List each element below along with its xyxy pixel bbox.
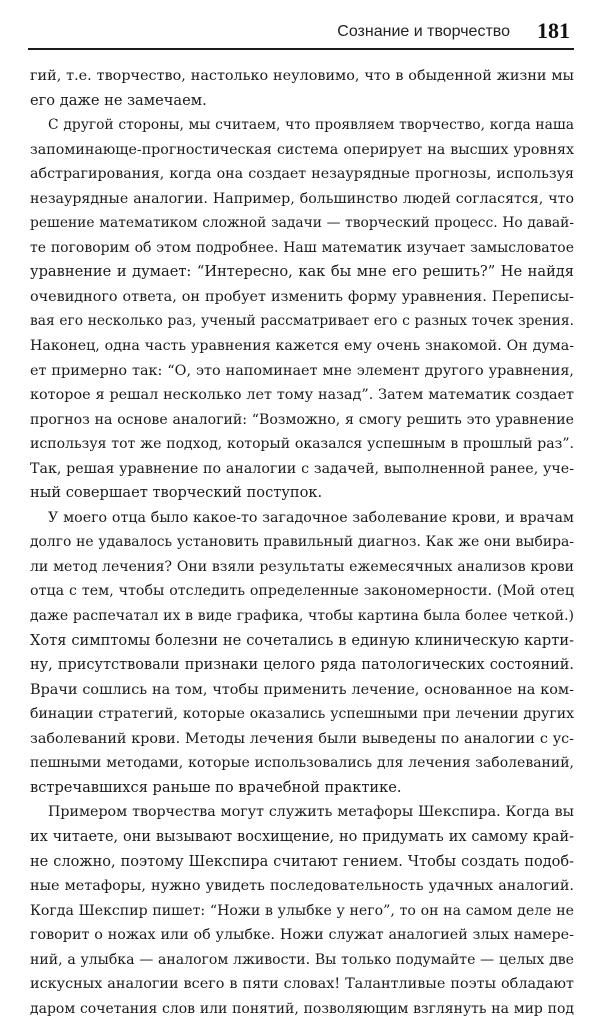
paragraph-shakespeare bbox=[30, 800, 574, 1021]
running-header bbox=[28, 14, 574, 50]
text-line: запоминающе-прогностическая система оперирует на высших уровнях bbox=[30, 141, 574, 158]
text-line: ет примерно так: “О, это напоминает мне элемент другого уравнения, bbox=[30, 362, 574, 379]
text-line: искусных аналогии всего в пяти словах! Талантливые поэты обладают bbox=[30, 976, 574, 993]
text-line: У моего отца было какое-то загадочное заболевание крови, и врачам bbox=[48, 509, 574, 526]
text-line: его даже не замечаем. bbox=[30, 91, 207, 109]
text-line: встречавшихся раньше по врачебной практике. bbox=[30, 778, 402, 796]
text-line: С другой стороны, мы считаем, что проявляем творчество, когда наша bbox=[48, 117, 574, 134]
text-line: ные метафоры, нужно увидеть последовательность удачных аналогий. bbox=[30, 878, 574, 895]
text-line: ний, а улыбка — аналогом лживости. Вы только подумайте — целых две bbox=[30, 951, 574, 968]
text-line: используя тот же подход, который оказался успешным в прошлый раз”. bbox=[30, 436, 574, 453]
text-line: их читаете, они вызывают восхищение, но придумать их самому край- bbox=[30, 828, 574, 845]
paragraph-mathematician bbox=[30, 113, 574, 506]
text-line: даже распечатал их в виде графика, чтобы картина была более четкой.) bbox=[30, 608, 574, 625]
text-line: даром сочетания слов или понятий, позволяющим взглянуть на мир под bbox=[30, 1000, 574, 1017]
text-line: которое я решал несколько лет тому назад”. Затем математик создает bbox=[30, 387, 574, 404]
text-line: Врачи сошлись на том, чтобы применить лечение, основанное на ком- bbox=[30, 681, 574, 698]
text-line: говорит о ножах или об улыбке. Ножи служат аналогией злых намере- bbox=[30, 927, 574, 944]
text-line: вая его несколько раз, ученый рассматривает его с разных точек зрения. bbox=[30, 313, 574, 330]
text-line: незаурядные аналогии. Например, большинство людей согласятся, что bbox=[30, 190, 574, 207]
page-number: 181 bbox=[537, 18, 570, 43]
text-line: ли метод лечения? Они взяли результаты ежемесячных анализов крови bbox=[30, 558, 574, 575]
text-line: Когда Шекспир пишет: “Ножи в улыбке у него”, то он на самом деле не bbox=[30, 902, 574, 919]
text-line: Хотя симптомы болезни не сочетались в единую клиническую карти- bbox=[30, 631, 574, 649]
paragraph-father bbox=[30, 506, 574, 801]
paragraph-continuation bbox=[30, 64, 574, 113]
text-line: долго не удавалось установить правильный диагноз. Как же они выбира- bbox=[30, 534, 574, 551]
text-line: отца с тем, чтобы отследить определенные закономерности. (Мой отец bbox=[30, 583, 574, 600]
text-line: Наконец, одна часть уравнения кажется ему очень знакомой. Он дума- bbox=[30, 338, 574, 355]
text-line: Так, решая уравнение по аналогии с задачей, выполненной ранее, уче- bbox=[30, 460, 574, 477]
text-line: бинации стратегий, которые оказались успешными при лечении других bbox=[30, 706, 574, 723]
text-line: те поговорим об этом подробнее. Наш математик изучает замысловатое bbox=[30, 239, 574, 256]
text-line: прогноз на основе аналогий: “Возможно, я смогу решить это уравнение bbox=[30, 411, 574, 428]
text-line: уравнение и думает: “Интересно, как бы мне его решить?” Не найдя bbox=[30, 263, 574, 281]
text-line: ну, присутствовали признаки целого ряда патологических состояний. bbox=[30, 657, 574, 674]
chapter-running-title: Сознание и творчество bbox=[337, 23, 510, 40]
text-line: пешными методами, которые использовались для лечения заболеваний, bbox=[30, 755, 574, 772]
text-line: гий, т.е. творчество, настолько неуловимо, что в обыденной жизни мы bbox=[30, 68, 574, 84]
text-line: Примером творчества могут служить метафоры Шекспира. Когда вы bbox=[48, 804, 574, 821]
text-line: очевидного ответа, он пробует изменить форму уравнения. Переписы- bbox=[30, 288, 574, 305]
text-line: абстрагирования, когда она создает незаурядные прогнозы, используя bbox=[30, 166, 574, 183]
text-line: решение математиком сложной задачи — творческий процесс. Но давай- bbox=[30, 215, 574, 232]
body-text bbox=[30, 64, 574, 1021]
text-line: не сложно, поэтому Шекспира считают гением. Чтобы создать подоб- bbox=[30, 853, 574, 870]
text-line: заболеваний крови. Методы лечения были выведены по аналогии с ус- bbox=[30, 730, 574, 747]
text-line: ный совершает творческий поступок. bbox=[30, 484, 323, 502]
